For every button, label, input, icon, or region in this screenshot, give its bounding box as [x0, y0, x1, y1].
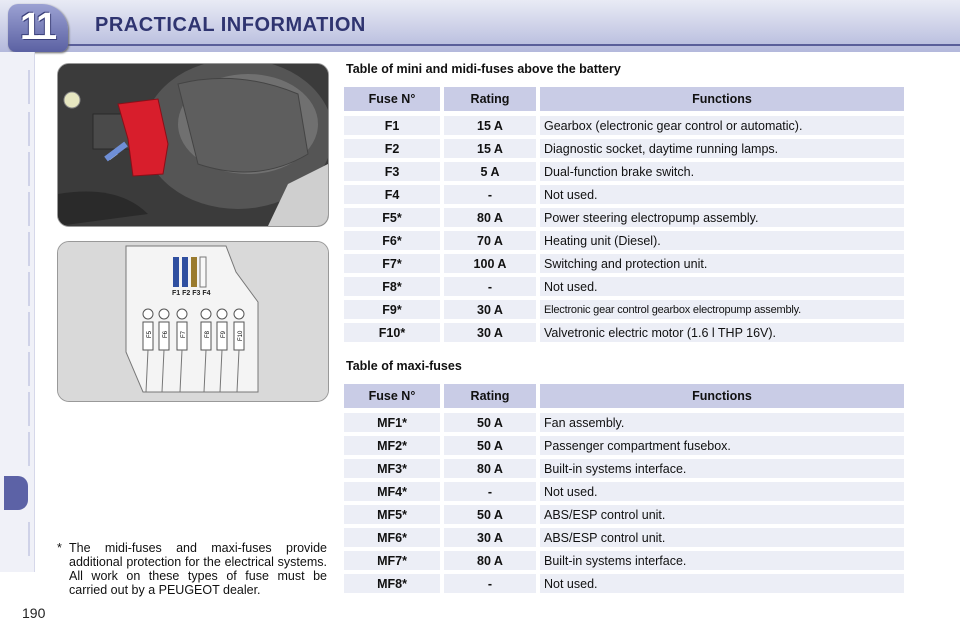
chapter-side-tab: [4, 432, 30, 466]
fuse-rating: -: [444, 277, 536, 296]
fuse-rating: 30 A: [444, 528, 536, 547]
fuse-rating: -: [444, 185, 536, 204]
fuse-function: Built-in systems interface.: [540, 551, 904, 570]
table-row: [344, 505, 904, 524]
chapter-side-tab-active: [4, 476, 28, 510]
fuse-box-illustration: [58, 242, 328, 401]
table-row: [344, 528, 904, 547]
chapter-tab: [8, 4, 68, 52]
column-header-fuse: Fuse N°: [344, 87, 440, 111]
fuse-rating: 30 A: [444, 300, 536, 319]
chapter-side-tab: [4, 192, 30, 226]
fuse-rating: 70 A: [444, 231, 536, 250]
table-row: [344, 185, 904, 204]
fuse-rating: 80 A: [444, 551, 536, 570]
fuse-function: Dual-function brake switch.: [540, 162, 904, 181]
chapter-side-tab: [4, 522, 30, 556]
page-number: 190: [22, 605, 46, 621]
fuse-function: ABS/ESP control unit.: [540, 528, 904, 547]
fuse-labels-top: F1 F2 F3 F4: [172, 290, 211, 297]
fuse-number: MF3*: [344, 459, 440, 478]
fuse-number: MF4*: [344, 482, 440, 501]
table-row: [344, 116, 904, 135]
fuse-rating: 15 A: [444, 139, 536, 158]
fuse-label-f9: F9: [221, 330, 227, 338]
table-row: [344, 139, 904, 158]
fuse-rating: 50 A: [444, 436, 536, 455]
fuse-rating: 15 A: [444, 116, 536, 135]
table-header-row: [344, 87, 904, 111]
footnote: [57, 541, 327, 597]
maxi-fuse-table: [344, 384, 904, 597]
fuse-number: MF7*: [344, 551, 440, 570]
mini-fuse-table: [344, 87, 904, 346]
fuse-rating: 100 A: [444, 254, 536, 273]
fuse-number: F4: [344, 185, 440, 204]
footnote-text: The midi-fuses and maxi-fuses provide additional protection for the electrical systems. All work on these types of fuse must be carried out by a PEUGEOT dealer.: [69, 541, 327, 597]
chapter-side-tab: [4, 232, 30, 266]
column-header-rating: Rating: [444, 87, 536, 111]
header-rule: [55, 44, 960, 46]
page-title: PRACTICAL INFORMATION: [95, 14, 366, 36]
fuse-label-f8: F8: [205, 330, 211, 338]
chapter-side-tab: [4, 312, 30, 346]
fuse-function: Passenger compartment fusebox.: [540, 436, 904, 455]
table-row: [344, 323, 904, 342]
fuse-number: F5*: [344, 208, 440, 227]
table-row: [344, 551, 904, 570]
fuse-number: F2: [344, 139, 440, 158]
table-row: [344, 231, 904, 250]
fuse-number: F9*: [344, 300, 440, 319]
fuse-rating: 50 A: [444, 505, 536, 524]
mini-fuse-table-title: Table of mini and midi-fuses above the battery: [346, 62, 621, 76]
fuse-number: F8*: [344, 277, 440, 296]
fuse-function: Not used.: [540, 574, 904, 593]
engine-bay-illustration: [58, 64, 328, 226]
fuse-number: F3: [344, 162, 440, 181]
table-row: [344, 300, 904, 319]
fuse-function: Diagnostic socket, daytime running lamps.: [540, 139, 904, 158]
fuse-number: F10*: [344, 323, 440, 342]
fuse-number: MF6*: [344, 528, 440, 547]
fuse-function: Heating unit (Diesel).: [540, 231, 904, 250]
maxi-fuse-table-title: Table of maxi-fuses: [346, 359, 462, 373]
fuse-box-diagram: [57, 241, 329, 402]
chapter-side-tab: [4, 352, 30, 386]
fuse-label-f10: F10: [238, 330, 244, 341]
fuse-function: Not used.: [540, 185, 904, 204]
fuse-label-f5: F5: [147, 330, 153, 338]
fuse-rating: 50 A: [444, 413, 536, 432]
table-row: [344, 574, 904, 593]
table-row: [344, 162, 904, 181]
column-header-rating: Rating: [444, 384, 536, 408]
fuse-function: Valvetronic electric motor (1.6 l THP 16V).: [540, 323, 904, 342]
column-header-functions: Functions: [540, 87, 904, 111]
fuse-label-f7: F7: [181, 330, 187, 338]
engine-bay-photo: [57, 63, 329, 227]
fuse-function: ABS/ESP control unit.: [540, 505, 904, 524]
fuse-rating: 80 A: [444, 459, 536, 478]
footnote-asterisk: *: [57, 541, 62, 555]
column-header-functions: Functions: [540, 384, 904, 408]
fuse-number: F1: [344, 116, 440, 135]
fuse-function: Gearbox (electronic gear control or automatic).: [540, 116, 904, 135]
fuse-number: MF2*: [344, 436, 440, 455]
table-row: [344, 208, 904, 227]
chapter-side-tab: [4, 272, 30, 306]
fuse-rating: -: [444, 482, 536, 501]
chapter-number: 11: [20, 6, 55, 48]
fuse-number: MF5*: [344, 505, 440, 524]
table-row: [344, 254, 904, 273]
fuse-label-f6: F6: [163, 330, 169, 338]
fuse-function: Electronic gear control gearbox electropump assembly.: [540, 300, 904, 319]
fuse-function: Fan assembly.: [540, 413, 904, 432]
chapter-side-tab: [4, 70, 30, 104]
table-row: [344, 482, 904, 501]
fuse-number: F7*: [344, 254, 440, 273]
fuse-rating: -: [444, 574, 536, 593]
fuse-rating: 30 A: [444, 323, 536, 342]
chapter-side-tab: [4, 112, 30, 146]
fuse-function: Switching and protection unit.: [540, 254, 904, 273]
fuse-function: Not used.: [540, 482, 904, 501]
chapter-side-tab: [4, 152, 30, 186]
table-header-row: [344, 384, 904, 408]
table-row: [344, 413, 904, 432]
fuse-number: MF1*: [344, 413, 440, 432]
fuse-number: MF8*: [344, 574, 440, 593]
table-row: [344, 436, 904, 455]
fuse-function: Power steering electropump assembly.: [540, 208, 904, 227]
fuse-number: F6*: [344, 231, 440, 250]
fuse-function: Not used.: [540, 277, 904, 296]
table-row: [344, 277, 904, 296]
table-row: [344, 459, 904, 478]
chapter-sidebar: [0, 52, 35, 572]
fuse-rating: 5 A: [444, 162, 536, 181]
fuse-rating: 80 A: [444, 208, 536, 227]
column-header-fuse: Fuse N°: [344, 384, 440, 408]
chapter-side-tab: [4, 392, 30, 426]
fuse-function: Built-in systems interface.: [540, 459, 904, 478]
